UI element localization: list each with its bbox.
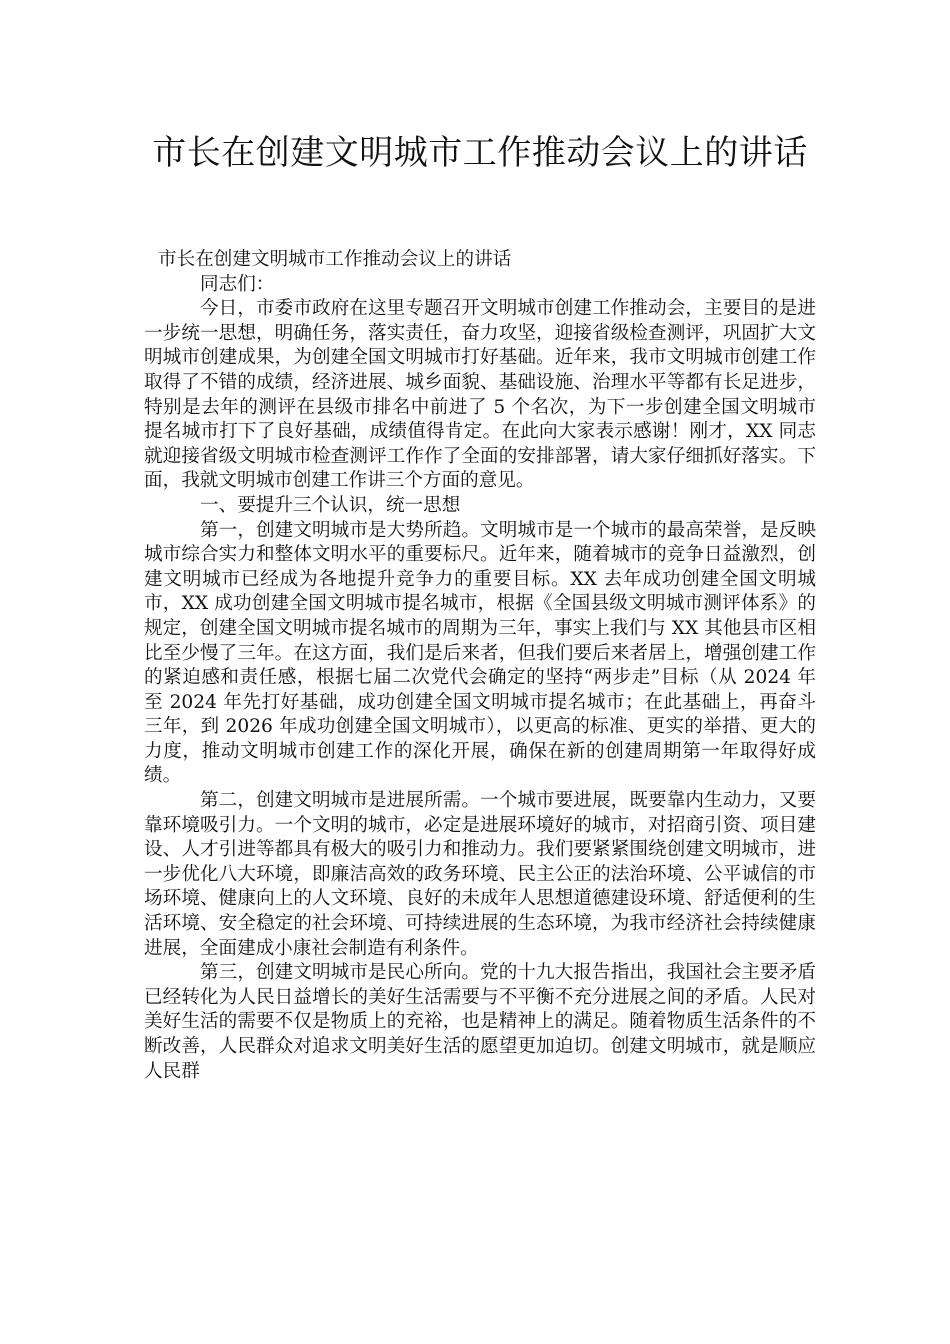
document-subtitle: 市长在创建文明城市工作推动会议上的讲话 <box>158 249 512 270</box>
section-heading: 一、要提升三个认识，统一思想 <box>200 494 461 516</box>
paragraph-third-point: 第三，创建文明城市是民心所向。党的十九大报告指出，我国社会主要矛盾已经转化为人民日益增长的美好生活需要与不平衡不充分进展之间的矛盾。人民对美好生活的需要不仅是物质上的充裕，也是精神上的满足。随着物质生活条件的不断改善，人民群众对追求文明美好生活的愿望更加迫切。创建文明城市，就是顺应人民群 <box>144 962 816 1082</box>
paragraph-intro: 今日，市委市政府在这里专题召开文明城市创建工作推动会，主要目的是进一步统一思想，明确任务，落实责任，奋力攻坚，迎接省级检查测评，巩固扩大文明城市创建成果，为创建全国文明城市打好基础。近年来，我市文明城市创建工作取得了不错的成绩，经济进展、城乡面貌、基础设施、治理水平等都有长足进步，特别是去年的测评在县级市排名中前进了 5 个名次，为下一步创建全国文明城市提名城市打下了良好基础，成绩值得肯定。在此向大家表示感谢！刚才，XX 同志就迎接省级文明城市检查测评工作作了全面的安排部署，请大家仔细抓好落实。下面，我就文明城市创建工作讲三个方面的意见。 <box>144 298 816 492</box>
salutation: 同志们： <box>200 273 275 295</box>
document-title: 市长在创建文明城市工作推动会议上的讲话 <box>152 133 808 173</box>
paragraph-first-point: 第一，创建文明城市是大势所趋。文明城市是一个城市的最高荣誉，是反映城市综合实力和整体文明水平的重要标尺。近年来，随着城市的竞争日益激烈，创建文明城市已经成为各地提升竞争力的重要目标。XX 去年成功创建全国文明城市，XX 成功创建全国文明城市提名城市，根据《全国县级文明城市测评体系》的规定，创建全国文明城市提名城市的周期为三年，事实上我们与 XX 其他县市区相比至少慢了三年。在这方面，我们是后来者，但我们要后来者居上，增强创建工作的紧迫感和责任感，根据七届二次党代会确定的坚持“两步走”目标（从 2024 年至 2024 年先打好基础，成功创建全国文明城市提名城市；在此基础上，再奋斗三年，到 2026 年成功创建全国文明城市），以更高的标准、更实的举措、更大的力度，推动文明城市创建工作的深化开展，确保在新的创建周期第一年取得好成绩。 <box>144 519 816 787</box>
paragraph-second-point: 第二，创建文明城市是进展所需。一个城市要进展，既要靠内生动力，又要靠环境吸引力。一个文明的城市，必定是进展环境好的城市，对招商引资、项目建设、人才引进等都具有极大的吸引力和推动力。我们要紧紧围绕创建文明城市，进一步优化八大环境，即廉洁高效的政务环境、民主公正的法治环境、公平诚信的市场环境、健康向上的人文环境、良好的未成年人思想道德建设环境、舒适便利的生活环境、安全稳定的社会环境、可持续进展的生态环境，为我市经济社会持续健康进展，全面建成小康社会制造有利条件。 <box>144 790 816 959</box>
document-body <box>144 248 816 1084</box>
